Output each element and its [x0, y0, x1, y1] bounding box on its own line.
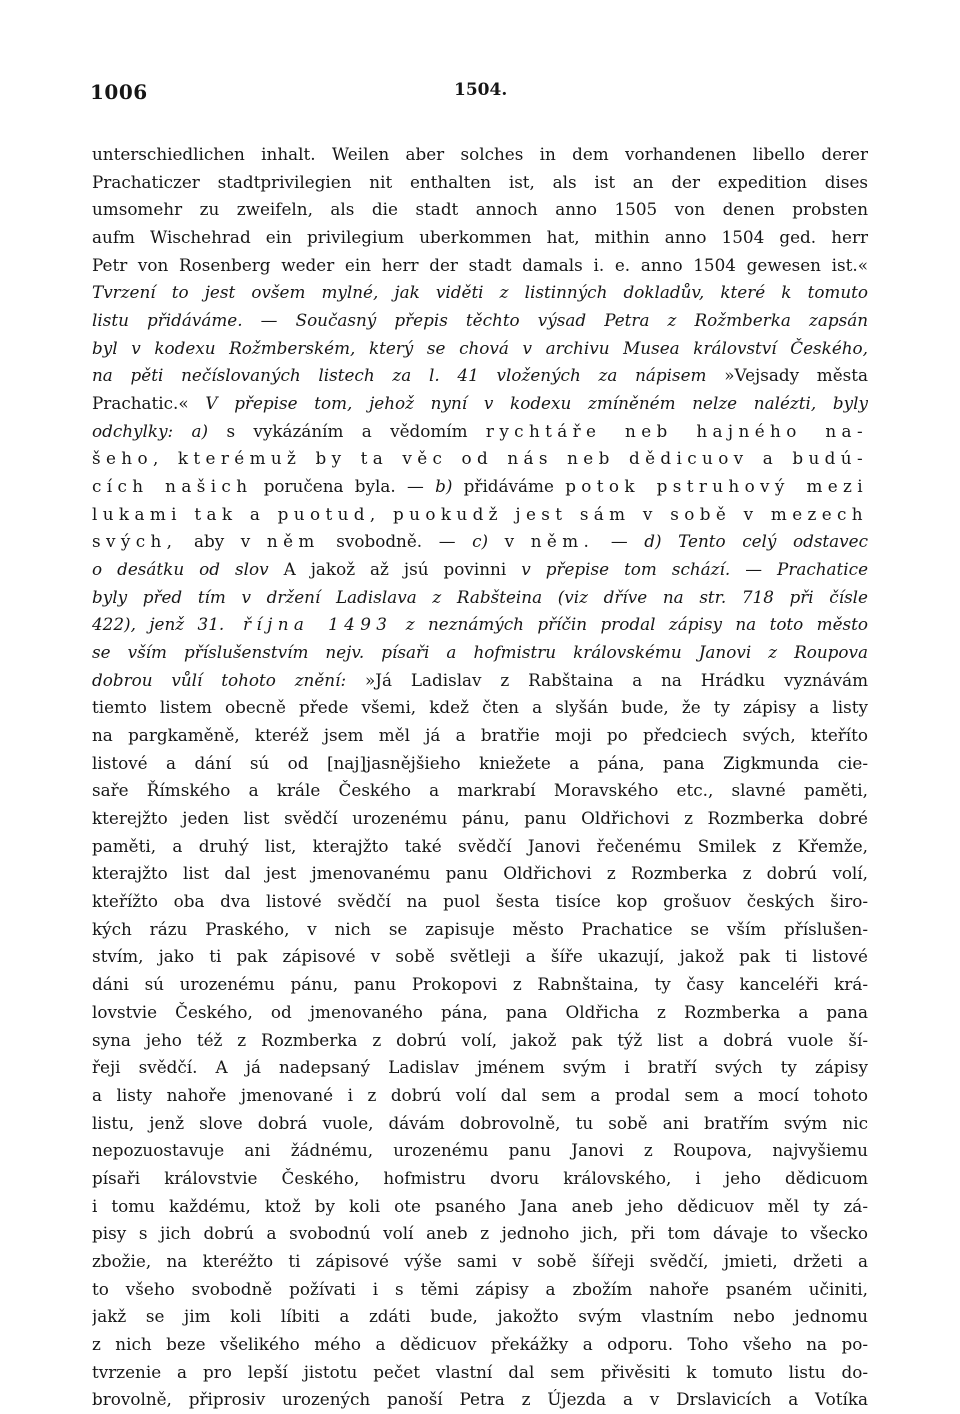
text-segment: tiemto listem obecně přede všemi, kdež čten a slyšán bude, že ty zápisy a listy [92, 697, 868, 718]
text-line [92, 196, 868, 224]
page-header [90, 80, 870, 108]
text-segment: — [594, 531, 645, 552]
text-segment: syna jeho též z Rozmberka z dobrú volí, jakož pak týž list a dobrá vuole ší- [92, 1029, 868, 1050]
text-line [92, 1027, 868, 1055]
text-segment: pisy s jich dobrú a svobodnú volí aneb z jednoho jich, při tom dávaje to všecko [92, 1223, 868, 1244]
text-segment: svých, [92, 531, 178, 552]
text-line [92, 390, 868, 418]
text-segment: stvím, jako ti pak zápisové v sobě světleji a šíře ukazují, jakož pak ti listové [92, 946, 868, 967]
text-line [92, 1165, 868, 1193]
text-line [92, 750, 868, 778]
text-segment: kterejžto jeden list svědčí urozenému pánu, panu Oldřichovi z Rozmberka dobré [92, 808, 868, 829]
text-segment: potok pstruhový mezi [565, 476, 868, 497]
text-segment: z neznámých příčin prodal zápisy na toto město [392, 614, 868, 635]
text-segment: jakž se jim koli líbiti a zdáti bude, jakožto svým vlastním nebo jednomu [92, 1306, 868, 1327]
text-segment: byly před tím v držení Ladislava z Rabšteina (viz dříve na str. 718 při čísle [92, 586, 868, 607]
text-segment: a listy nahoře jmenované i z dobrú volí dal sem a prodal sem a mocí tohoto [92, 1084, 868, 1105]
text-segment: Prachaticzer stadtprivilegien nit enthalten ist, als ist an der expedition dises [92, 171, 868, 192]
text-segment: cích našich [92, 476, 253, 497]
text-line [92, 1359, 868, 1387]
text-segment: kteřížto oba dva listové svědčí na puol šesta tisíce kop grošuov českých širo- [92, 891, 868, 912]
text-segment: kých rázu Praského, v nich se zapisuje město Prachatice se vším příslušen- [92, 918, 868, 939]
text-line [92, 611, 868, 639]
text-segment: paměti, a druhý list, kterajžto také svědčí Janovi řečenému Smilek z Křemže, [92, 835, 868, 856]
text-segment: na pěti nečíslovaných listech za l. 41 vložených za nápisem [92, 365, 725, 386]
text-segment: c) [472, 531, 489, 552]
text-line [92, 169, 868, 197]
text-line [92, 362, 868, 390]
text-line [92, 1110, 868, 1138]
text-line [92, 833, 868, 861]
text-line [92, 141, 868, 169]
text-line [92, 1248, 868, 1276]
text-segment: šeho, kterémuž by ta věc od nás neb dědicuov a budú- [92, 448, 868, 469]
text-line [92, 1276, 868, 1304]
text-segment: rychtáře neb hajného na- [485, 420, 868, 441]
running-head-year: 1504. [454, 80, 508, 100]
page-number: 1006 [90, 80, 148, 104]
text-segment: Prachatic.« [92, 393, 206, 414]
text-segment: A jakož až jsú povinni [283, 559, 522, 580]
text-segment: a) [191, 420, 209, 441]
text-segment: zbožie, na kteréžto ti zápisové výše sami v sobě šířeji svědčí, jmieti, držeti a [92, 1250, 868, 1271]
text-segment: se vším příslušenstvím nejv. písaři a hofmistru královskému Janovi z Roupova [92, 642, 868, 663]
text-segment: z nich beze všelikého mého a dědicuov překážky a odporu. Toho všeho na po- [92, 1333, 868, 1354]
text-line [92, 860, 868, 888]
text-line [92, 639, 868, 667]
text-line [92, 722, 868, 750]
text-line [92, 418, 868, 446]
text-segment: »Vejsady města [724, 365, 868, 386]
text-line [92, 335, 868, 363]
text-line [92, 445, 868, 473]
text-segment: Tvrzení to jest ovšem mylné, jak viděti z listinných dokladův, které k tomuto [92, 282, 868, 303]
text-line [92, 1054, 868, 1082]
text-segment: něm [266, 531, 320, 552]
text-segment: V přepise tom, jehož nyní v kodexu zmíněném nelze nalézti, byly [205, 393, 868, 414]
text-line [92, 556, 868, 584]
text-segment: řeji svědčí. A já nadepsaný Ladislav jménem svým i bratří svých ty zápisy [92, 1057, 868, 1078]
text-line [92, 777, 868, 805]
text-line [92, 1082, 868, 1110]
text-segment: listu, jenž slove dobrá vuole, dávám dobrovolně, tu sobě ani bratřím svým nic [92, 1112, 868, 1133]
text-line [92, 473, 868, 501]
text-segment: to všeho svobodně požívati i s těmi zápisy a zbožím nahoře psaném učiniti, [92, 1278, 868, 1299]
text-line [92, 667, 868, 695]
text-line [92, 888, 868, 916]
text-segment: listové a dání sú od [naj]jasnějšieho kniežete a pána, pana Zigkmunda cie- [92, 752, 868, 773]
text-segment: aufm Wischehrad ein privilegium uberkommen hat, mithin anno 1504 ged. herr [92, 227, 868, 248]
text-line [92, 501, 868, 529]
text-line [92, 1331, 868, 1359]
text-line [92, 943, 868, 971]
text-line [92, 528, 868, 556]
text-line [92, 694, 868, 722]
text-segment: unterschiedlichen inhalt. Weilen aber solches in dem vorhandenen libello derer [92, 144, 868, 164]
text-segment: aby v [177, 531, 267, 552]
text-segment: písaři královstvie Českého, hofmistru dvoru královského, i jeho dědicuom [92, 1167, 868, 1188]
text-segment: přidáváme [452, 476, 566, 497]
text-segment: Petr von Rosenberg weder ein herr der stadt damals i. e. anno 1504 gewesen ist.« [92, 254, 868, 275]
text-segment: dáni sú urozenému pánu, panu Prokopovi z Rabnštaina, ty časy kanceléři krá- [92, 974, 868, 995]
text-segment: 422), jenž 31. [92, 614, 225, 635]
text-segment: něm. [530, 531, 595, 552]
text-segment: Současný přepis těchto výsad Petra z Rožmberka zapsán [295, 310, 868, 331]
text-line [92, 1193, 868, 1221]
text-segment: v přepise tom schází. [521, 559, 731, 580]
text-segment: tvrzenie a pro lepší jistotu pečet vlastní dal sem přivěsiti k tomuto listu do- [92, 1361, 868, 1382]
text-segment: dobrou vůlí tohoto znění: [92, 669, 365, 690]
text-segment: — [730, 559, 778, 580]
text-segment: d) Tento celý odstavec [644, 531, 868, 552]
text-line [92, 1303, 868, 1331]
text-segment: poručena byla. — [252, 476, 436, 497]
text-line [92, 224, 868, 252]
text-segment: listu přidáváme. [92, 310, 243, 331]
text-segment: v [488, 531, 531, 552]
text-segment: i tomu každému, ktož by koli ote psaného Jana aneb jeho dědicuov měl ty zá- [92, 1195, 868, 1216]
text-segment: o desátku od slov [92, 559, 284, 580]
text-segment: října 1493 [224, 614, 393, 635]
text-line [92, 252, 868, 280]
text-segment: b) [435, 476, 453, 497]
text-line [92, 1220, 868, 1248]
text-segment: kterajžto list dal jest jmenovanému panu Oldřichovi z Rozmberka z dobrú volí, [92, 863, 868, 884]
text-segment: svobodně. — [319, 531, 473, 552]
text-line [92, 279, 868, 307]
text-line [92, 1137, 868, 1165]
text-line [92, 307, 868, 335]
text-segment: brovolně, připrosiv urozených panoší Petra z Újezda a v Drslavicích a Votíka [92, 1389, 868, 1410]
text-segment: nepozuostavuje ani žádnému, urozenému panu Janovi z Roupova, najvyšiemu [92, 1140, 868, 1161]
text-segment: umsomehr zu zweifeln, als die stadt annoch anno 1505 von denen probsten [92, 199, 868, 220]
text-segment: »Já Ladislav z Rabštaina a na Hrádku vyznávám [364, 669, 868, 690]
text-line [92, 916, 868, 944]
text-line [92, 584, 868, 612]
text-segment: Prachatice [777, 559, 868, 580]
text-segment: byl v kodexu Rožmberském, který se chová v archivu Musea království Českého, [92, 337, 868, 358]
text-segment: — [242, 310, 296, 331]
text-line [92, 805, 868, 833]
body-text [92, 141, 868, 1414]
text-segment: lovstvie Českého, od jmenovaného pána, pana Oldřicha z Rozmberka a pana [92, 1001, 868, 1022]
text-segment: s vykázáním a vědomím [208, 420, 486, 441]
text-segment: lukami tak a puotud, puokudž jest sám v sobě v mezech [92, 503, 868, 524]
text-line [92, 999, 868, 1027]
text-segment: na pargkaměně, kteréž jsem měl já a bratřie moji po předciech svých, kteříto [92, 725, 868, 746]
text-segment: saře Římského a krále Českého a markrabí Moravského etc., slavné paměti, [92, 780, 868, 801]
text-line [92, 1386, 868, 1414]
text-segment: odchylky: [92, 420, 192, 441]
text-line [92, 971, 868, 999]
